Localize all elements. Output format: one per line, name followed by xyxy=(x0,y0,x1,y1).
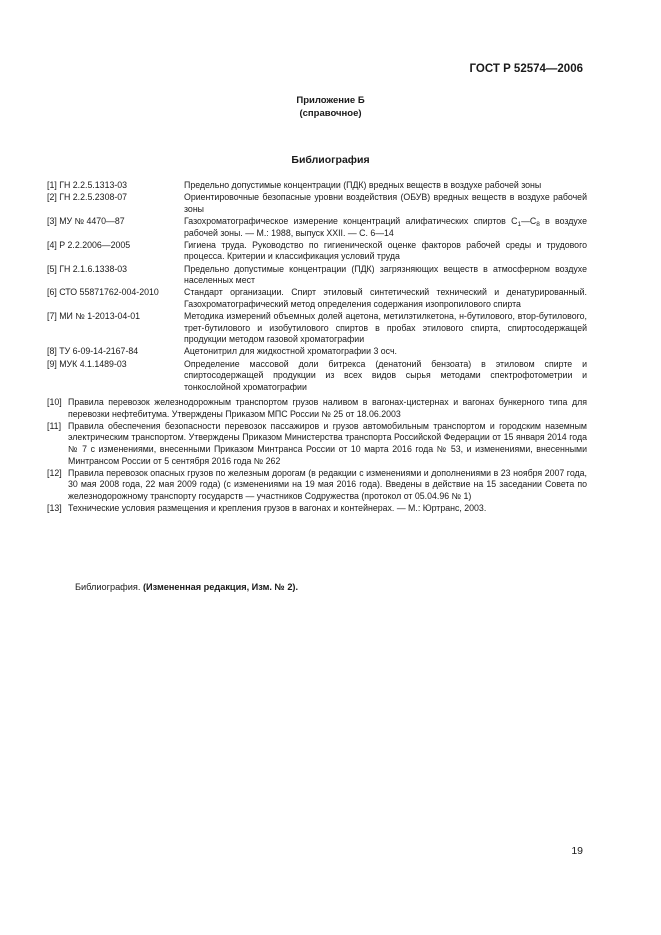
entry-code: [7] МИ № 1-2013-04-01 xyxy=(47,311,141,322)
entry-number: [12] xyxy=(47,467,62,478)
entry-text: Правила обеспечения безопасности перевозок пассажиров и грузов автомобильным транспортом и городским наземным электрическим транспортом. Утверждены Приказом Министерства транспорта Российской Федерации от 15 января 2014 года № 7 с изменениями, внесенными Приказом Минтранса России от 10 марта 2016 года № 53, и изменениями, внесенными Минтрансом России от 5 сентября 2016 года № 262 xyxy=(68,420,587,466)
bibliography-entry xyxy=(47,421,587,467)
entry-code: [6] СТО 55871762-004-2010 xyxy=(47,287,159,298)
note-prefix: Библиография. xyxy=(75,582,143,592)
entry-code: [4] Р 2.2.2006—2005 xyxy=(47,239,131,250)
entry-text: Ориентировочные безопасные уровни воздействия (ОБУВ) вредных веществ в воздухе рабочей зоны xyxy=(184,192,587,214)
entry-text xyxy=(184,216,587,239)
bibliography-entry xyxy=(47,468,587,503)
bibliography-list xyxy=(47,180,587,515)
entry-code: [2] ГН 2.2.5.2308-07 xyxy=(47,192,128,203)
bibliography-entry xyxy=(47,216,587,239)
entry-text: Технические условия размещения и крепления грузов в вагонах и контейнерах. — М.: Юртранс, 2003. xyxy=(68,503,487,514)
subscript: 8 xyxy=(536,220,540,228)
entry-code: [8] ТУ 6-09-14-2167-84 xyxy=(47,346,139,357)
entry-number: [13] xyxy=(47,503,62,514)
entry-text: Предельно допустимые концентрации (ПДК) загрязняющих веществ в атмосферном воздухе населенных мест xyxy=(184,263,587,286)
entry-text-part: Газохроматографическое измерение концентраций алифатических спиртов С xyxy=(184,215,518,226)
note-amendment: (Измененная редакция, Изм. № 2). xyxy=(142,582,299,592)
bibliography-entry xyxy=(47,311,587,346)
bibliography-entry xyxy=(47,240,587,263)
entry-text: Правила перевозок опасных грузов по железным дорогам (в редакции с изменениями и дополнениями в 23 ноября 2007 года, 30 мая 2008 года, 22 мая 2009 года) (с изменениями на 19 мая 2016 года). Введены в действие на 15 заседании Совета по железнодорожному транспорту государств — участников Содружества (протокол от 05.04.96 № 1) xyxy=(68,467,587,501)
entry-number: [10] xyxy=(47,397,62,408)
bibliography-entry xyxy=(47,192,587,215)
appendix-subtitle: (справочное) xyxy=(299,108,362,119)
entry-text: Гигиена труда. Руководство по гигиенической оценке факторов рабочей среды и трудового процесса. Критерии и классификация условий труда xyxy=(184,239,587,262)
entry-text: Определение массовой доли битрекса (денатоний бензоата) в этиловом спирте и спиртосодержащей продукции из всех видов сырья методами спектрофотометрии и тонкослойной хроматографии xyxy=(184,358,587,392)
entry-text: Ацетонитрил для жидкостной хроматографии 3 осч. xyxy=(184,346,398,357)
entry-number: [11] xyxy=(47,420,62,431)
appendix-title: Приложение Б xyxy=(296,95,365,106)
bibliography-entry xyxy=(47,264,587,287)
subscript: 1 xyxy=(517,220,522,228)
bibliography-entry xyxy=(47,346,587,358)
bibliography-title: Библиография xyxy=(291,154,370,166)
bibliography-entry xyxy=(47,397,587,420)
entry-code: [9] МУК 4.1.1489-03 xyxy=(47,358,127,369)
amendment-note xyxy=(75,582,298,592)
standard-number: ГОСТ Р 52574—2006 xyxy=(469,63,583,75)
entry-code: [3] МУ № 4470—87 xyxy=(47,215,125,226)
entry-text: Предельно допустимые концентрации (ПДК) вредных веществ в воздухе рабочей зоны xyxy=(184,180,542,190)
bibliography-entry xyxy=(47,503,587,515)
entry-code: [5] ГН 2.1.6.1338-03 xyxy=(47,263,128,274)
appendix-heading xyxy=(0,94,661,120)
entry-text-part: —С xyxy=(521,215,537,226)
bibliography-entry xyxy=(47,180,587,192)
bibliography-entry xyxy=(47,287,587,310)
entry-text-part: в воздухе рабочей зоны. — М.: 1988, выпуск XXII. — С. 6—14 xyxy=(184,215,587,238)
page-number: 19 xyxy=(571,845,583,857)
entry-text: Стандарт организации. Спирт этиловый синтетический технический и денатурированный. Газохроматографический метод определения содержания изопропилового спирта xyxy=(184,287,587,309)
entry-text: Методика измерений объемных долей ацетона, метилэтилкетона, н-бутилового, втор-бутилового, трет-бутилового и изобутилового спиртов в пробах этилового спирта, спиртосодержащей продукции методом газовой хроматографии xyxy=(184,311,587,345)
entry-text: Правила перевозок железнодорожным транспортом грузов наливом в вагонах-цистернах и вагонах бункерного типа для перевозки нефтебитума. Утверждены Приказом МПС России № 25 от 18.06.2003 xyxy=(68,397,587,419)
entry-code: [1] ГН 2.2.5.1313-03 xyxy=(47,180,128,190)
bibliography-entry xyxy=(47,359,587,394)
